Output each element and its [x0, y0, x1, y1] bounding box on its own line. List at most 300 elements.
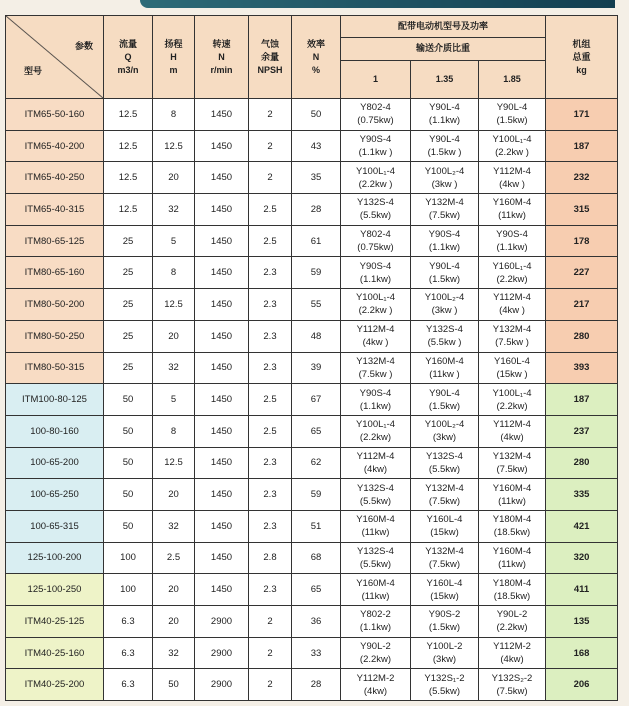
motor-cell — [411, 574, 479, 606]
efficiency-cell: 33 — [292, 637, 341, 669]
weight-cell: 280 — [546, 447, 618, 479]
motor-cell — [341, 257, 411, 289]
motor-model: Y132M-4 — [425, 482, 464, 494]
motor-power: (4kw) — [363, 463, 388, 475]
model-cell: ITM80-50-315 — [6, 352, 104, 384]
weight-cell: 232 — [546, 162, 618, 194]
efficiency-cell: 65 — [292, 574, 341, 606]
motor-model: Y132S-4 — [357, 545, 394, 557]
motor-cell — [341, 637, 411, 669]
flow-cell: 50 — [104, 510, 153, 542]
model-cell: 100-65-200 — [6, 447, 104, 479]
npsh-cell: 2.5 — [249, 415, 292, 447]
model-cell: ITM80-65-160 — [6, 257, 104, 289]
motor-power: (1.1kw) — [359, 622, 392, 634]
motor-model: Y160M-4 — [356, 514, 395, 526]
motor-cell — [341, 542, 411, 574]
efficiency-cell: 36 — [292, 606, 341, 638]
motor-model: Y132S-4 — [426, 450, 463, 462]
motor-power: (11kw) — [498, 495, 526, 507]
weight-cell: 421 — [546, 510, 618, 542]
motor-model: Y180M-4 — [492, 577, 532, 589]
motor-model: Y132S-4 — [426, 324, 463, 336]
table-row — [6, 194, 618, 226]
motor-power: (7.5kw ) — [358, 368, 393, 380]
motor-cell — [479, 352, 546, 384]
table-row — [6, 542, 618, 574]
pump-spec-table — [5, 15, 618, 701]
model-cell: ITM65-50-160 — [6, 99, 104, 131]
weight-cell: 187 — [546, 130, 618, 162]
motor-cell — [411, 606, 479, 638]
motor-cell — [341, 669, 411, 701]
motor-power: (3kw) — [432, 432, 457, 444]
motor-power: (7.5kw) — [496, 685, 528, 697]
flow-cell: 6.3 — [104, 669, 153, 701]
npsh-cell: 2.5 — [249, 194, 292, 226]
efficiency-cell: 55 — [292, 289, 341, 321]
motor-model: Y90S-4 — [359, 387, 392, 399]
head-cell: 32 — [153, 352, 195, 384]
model-cell: ITM65-40-200 — [6, 130, 104, 162]
motor-power: (11kw ) — [429, 368, 460, 380]
motor-model: Y112M-4 — [356, 450, 395, 462]
weight-cell: 206 — [546, 669, 618, 701]
motor-model: Y160M-4 — [492, 545, 532, 557]
motor-model: Y90S-2 — [428, 609, 461, 621]
head-cell: 8 — [153, 99, 195, 131]
table-row — [6, 606, 618, 638]
motor-model: Y112M-2 — [493, 641, 531, 653]
motor-cell — [411, 447, 479, 479]
npsh-cell: 2.3 — [249, 479, 292, 511]
motor-model: Y160L-4 — [426, 514, 463, 526]
motor-power: (11kw) — [498, 558, 526, 570]
motor-model: Y90S-4 — [359, 260, 392, 272]
table-row — [6, 225, 618, 257]
model-cell: ITM80-50-200 — [6, 289, 104, 321]
motor-cell — [411, 352, 479, 384]
motor-cell — [341, 130, 411, 162]
motor-cell — [479, 574, 546, 606]
speed-cell: 1450 — [195, 130, 249, 162]
motor-cell — [411, 542, 479, 574]
motor-power: (2.2kw ) — [358, 305, 393, 317]
motor-power: (1.5kw ) — [427, 147, 462, 159]
efficiency-cell: 68 — [292, 542, 341, 574]
npsh-cell: 2 — [249, 99, 292, 131]
npsh-cell: 2.3 — [249, 510, 292, 542]
motor-model: Y90S-4 — [359, 134, 392, 146]
model-cell: 125-100-200 — [6, 542, 104, 574]
motor-cell — [411, 130, 479, 162]
head-header: 扬程 H m — [153, 16, 195, 99]
weight-cell: 411 — [546, 574, 618, 606]
motor-cell — [341, 99, 411, 131]
efficiency-cell: 28 — [292, 194, 341, 226]
speed-cell: 1450 — [195, 479, 249, 511]
head-cell: 20 — [153, 606, 195, 638]
motor-model: Y132M-4 — [356, 355, 395, 367]
motor-cell — [341, 447, 411, 479]
motor-model: Y132S-4 — [357, 197, 394, 209]
motor-model: Y160L₁-4 — [492, 260, 532, 272]
motor-power: (1.1kw) — [428, 242, 461, 254]
efficiency-header: 效率 N % — [292, 16, 341, 99]
table-row — [6, 574, 618, 606]
table-row — [6, 99, 618, 131]
efficiency-cell: 51 — [292, 510, 341, 542]
head-cell: 20 — [153, 574, 195, 606]
motor-power: (2.2kw ) — [358, 178, 393, 190]
head-cell: 50 — [153, 669, 195, 701]
motor-cell — [411, 479, 479, 511]
motor-model: Y160L-4 — [426, 577, 463, 589]
motor-model: Y90L-4 — [429, 102, 460, 114]
motor-cell — [341, 320, 411, 352]
motor-model: Y802-2 — [360, 609, 391, 621]
efficiency-cell: 67 — [292, 384, 341, 416]
model-cell: ITM80-50-250 — [6, 320, 104, 352]
motor-cell — [341, 574, 411, 606]
efficiency-cell: 62 — [292, 447, 341, 479]
head-cell: 5 — [153, 225, 195, 257]
speed-cell: 2900 — [195, 669, 249, 701]
efficiency-cell: 39 — [292, 352, 341, 384]
model-cell: ITM65-40-315 — [6, 194, 104, 226]
motor-power: (5.5kw) — [359, 210, 392, 222]
top-decorative-band — [140, 0, 615, 8]
motor-power: (1.1kw) — [428, 115, 461, 127]
motor-power: (4kw) — [363, 685, 388, 697]
motor-model: Y132S₁-2 — [424, 672, 465, 684]
motor-power: (4kw ) — [362, 337, 389, 349]
efficiency-cell: 35 — [292, 162, 341, 194]
motor-power: (4kw) — [500, 432, 524, 444]
table-row — [6, 669, 618, 701]
motor-power: (1.1kw) — [496, 242, 528, 254]
npsh-cell: 2 — [249, 606, 292, 638]
model-cell: 100-65-315 — [6, 510, 104, 542]
table-row — [6, 320, 618, 352]
density-header: 输送介质比重 — [341, 38, 546, 60]
motor-model: Y90L-4 — [429, 260, 460, 272]
motor-power: (5.5kw ) — [427, 337, 462, 349]
motor-cell — [411, 384, 479, 416]
npsh-cell: 2.8 — [249, 542, 292, 574]
motor-model: Y100L₁-4 — [355, 165, 396, 177]
efficiency-cell: 59 — [292, 257, 341, 289]
motor-model: Y132M-4 — [425, 545, 464, 557]
motor-model: Y112M-4 — [493, 165, 531, 177]
motor-model: Y180M-4 — [492, 514, 532, 526]
motor-cell — [479, 99, 546, 131]
weight-cell: 178 — [546, 225, 618, 257]
model-cell: 100-80-160 — [6, 415, 104, 447]
speed-cell: 1450 — [195, 574, 249, 606]
table-row — [6, 257, 618, 289]
npsh-cell: 2.3 — [249, 447, 292, 479]
weight-cell: 171 — [546, 99, 618, 131]
motor-power: (18.5kw) — [493, 590, 531, 602]
motor-power: (2.2kw) — [359, 432, 392, 444]
flow-cell: 25 — [104, 225, 153, 257]
motor-model: Y112M-2 — [356, 672, 395, 684]
speed-cell: 1450 — [195, 510, 249, 542]
speed-cell: 1450 — [195, 162, 249, 194]
table-row — [6, 352, 618, 384]
params-label: 参数 — [74, 41, 93, 51]
flow-cell: 25 — [104, 320, 153, 352]
weight-cell: 280 — [546, 320, 618, 352]
head-cell: 20 — [153, 320, 195, 352]
head-cell: 20 — [153, 162, 195, 194]
motor-model: Y100L₁-4 — [355, 419, 396, 431]
flow-cell: 25 — [104, 289, 153, 321]
motor-cell — [479, 320, 546, 352]
flow-cell: 12.5 — [104, 99, 153, 131]
table-row — [6, 510, 618, 542]
model-cell: 125-100-250 — [6, 574, 104, 606]
density-1.35-header: 1.35 — [411, 60, 479, 98]
flow-cell: 50 — [104, 415, 153, 447]
motor-cell — [341, 606, 411, 638]
motor-power: (1.1kw) — [359, 400, 392, 412]
density-1.85-header: 1.85 — [479, 60, 546, 98]
motor-cell — [479, 289, 546, 321]
motor-cell — [479, 637, 546, 669]
speed-cell: 1450 — [195, 542, 249, 574]
motor-model: Y132S-4 — [357, 482, 394, 494]
weight-header: 机组 总重 kg — [546, 16, 618, 99]
motor-cell — [411, 289, 479, 321]
head-cell: 8 — [153, 415, 195, 447]
motor-model: Y132M-4 — [492, 450, 532, 462]
motor-power: (3kw ) — [431, 178, 458, 190]
motor-power: (4kw) — [500, 654, 524, 666]
npsh-cell: 2.3 — [249, 320, 292, 352]
speed-header: 转速 N r/min — [195, 16, 249, 99]
motor-cell — [341, 352, 411, 384]
model-label: 型号 — [24, 66, 43, 76]
table-row — [6, 162, 618, 194]
motor-power: (4kw ) — [499, 178, 525, 190]
motor-power: (15kw ) — [496, 368, 528, 380]
flow-cell: 50 — [104, 384, 153, 416]
motor-power: (1.5kw) — [496, 115, 528, 127]
motor-power: (7.5kw ) — [495, 337, 529, 349]
motor-model: Y100L₂-4 — [424, 419, 465, 431]
npsh-cell: 2 — [249, 130, 292, 162]
motor-power: (3kw ) — [431, 305, 458, 317]
model-cell: ITM40-25-160 — [6, 637, 104, 669]
weight-cell: 315 — [546, 194, 618, 226]
flow-cell: 100 — [104, 574, 153, 606]
speed-cell: 1450 — [195, 384, 249, 416]
weight-cell: 187 — [546, 384, 618, 416]
weight-cell: 168 — [546, 637, 618, 669]
motor-power: (2.2kw) — [496, 273, 528, 285]
weight-cell: 135 — [546, 606, 618, 638]
motor-model: Y90S-4 — [428, 229, 461, 241]
head-cell: 12.5 — [153, 289, 195, 321]
motor-power: (2.2kw ) — [495, 147, 529, 159]
motor-power: (18.5kw) — [493, 527, 531, 539]
speed-cell: 1450 — [195, 447, 249, 479]
motor-power: (7.5kw) — [496, 463, 528, 475]
weight-cell: 320 — [546, 542, 618, 574]
motor-power: (7.5kw) — [428, 210, 461, 222]
speed-cell: 1450 — [195, 225, 249, 257]
motor-cell — [479, 447, 546, 479]
motor-model: Y90L-4 — [429, 387, 460, 399]
npsh-cell: 2.5 — [249, 225, 292, 257]
speed-cell: 1450 — [195, 99, 249, 131]
motor-power: (1.5kw) — [428, 273, 461, 285]
motor-model: Y100L₁-4 — [492, 134, 532, 146]
head-cell: 32 — [153, 637, 195, 669]
table-row — [6, 130, 618, 162]
motor-model: Y90S-4 — [496, 229, 528, 241]
efficiency-cell: 48 — [292, 320, 341, 352]
head-cell: 12.5 — [153, 130, 195, 162]
npsh-cell: 2 — [249, 162, 292, 194]
npsh-cell: 2 — [249, 637, 292, 669]
flow-cell: 12.5 — [104, 130, 153, 162]
npsh-cell: 2.3 — [249, 257, 292, 289]
motor-model: Y90L-4 — [429, 134, 460, 146]
motor-cell — [479, 415, 546, 447]
motor-power: (7.5kw) — [428, 558, 461, 570]
density-1-header: 1 — [341, 60, 411, 98]
head-cell: 32 — [153, 194, 195, 226]
motor-cell — [479, 542, 546, 574]
motor-power: (11kw) — [498, 210, 526, 222]
motor-power: (7.5kw) — [428, 495, 461, 507]
speed-cell: 1450 — [195, 257, 249, 289]
weight-cell: 393 — [546, 352, 618, 384]
head-cell: 8 — [153, 257, 195, 289]
flow-cell: 50 — [104, 479, 153, 511]
motor-power: (2.2kw) — [359, 654, 392, 666]
head-cell: 2.5 — [153, 542, 195, 574]
motor-model: Y112M-4 — [493, 292, 531, 304]
motor-power: (5.5kw) — [359, 495, 392, 507]
efficiency-cell: 59 — [292, 479, 341, 511]
motor-power: (5.5kw) — [428, 463, 461, 475]
motor-cell — [341, 479, 411, 511]
flow-cell: 6.3 — [104, 606, 153, 638]
motor-cell — [479, 384, 546, 416]
efficiency-cell: 28 — [292, 669, 341, 701]
motor-model: Y132M-4 — [425, 197, 464, 209]
motor-power: (0.75kw) — [357, 242, 394, 254]
speed-cell: 2900 — [195, 637, 249, 669]
motor-power: (1.1kw) — [359, 273, 392, 285]
flow-cell: 25 — [104, 352, 153, 384]
flow-cell: 6.3 — [104, 637, 153, 669]
model-cell: ITM100-80-125 — [6, 384, 104, 416]
head-cell: 32 — [153, 510, 195, 542]
motor-cell — [411, 99, 479, 131]
motor-cell — [411, 320, 479, 352]
head-cell: 5 — [153, 384, 195, 416]
motor-power: (4kw ) — [499, 305, 525, 317]
motor-cell — [411, 257, 479, 289]
speed-cell: 1450 — [195, 352, 249, 384]
motor-power: (2.2kw) — [496, 400, 528, 412]
model-cell: 100-65-250 — [6, 479, 104, 511]
motor-cell — [341, 194, 411, 226]
motor-power: (3kw) — [432, 654, 457, 666]
weight-cell: 335 — [546, 479, 618, 511]
motor-cell — [479, 225, 546, 257]
flow-cell: 100 — [104, 542, 153, 574]
motor-cell — [341, 510, 411, 542]
motor-power: (5.5kw) — [428, 685, 461, 697]
motor-cell — [341, 225, 411, 257]
motor-model: Y90L-2 — [360, 641, 391, 653]
flow-header: 流量 Q m3/n — [104, 16, 153, 99]
motor-power: (1.1kw ) — [358, 147, 393, 159]
motor-cell — [341, 289, 411, 321]
motor-cell — [341, 384, 411, 416]
motor-model: Y802-4 — [360, 229, 391, 241]
head-cell: 20 — [153, 479, 195, 511]
flow-cell: 12.5 — [104, 194, 153, 226]
motor-power: (0.75kw) — [357, 115, 394, 127]
weight-cell: 227 — [546, 257, 618, 289]
table-row — [6, 415, 618, 447]
motor-model: Y100L₁-4 — [492, 387, 532, 399]
motor-power: (15kw) — [430, 590, 459, 602]
npsh-cell: 2.3 — [249, 289, 292, 321]
table-row — [6, 447, 618, 479]
motor-power: (11kw) — [361, 590, 390, 602]
corner-header — [6, 16, 104, 99]
motor-power: (5.5kw) — [359, 558, 392, 570]
table-row — [6, 479, 618, 511]
speed-cell: 1450 — [195, 415, 249, 447]
motor-model: Y112M-4 — [356, 324, 395, 336]
motor-model: Y100L₂-4 — [424, 165, 465, 177]
table-row — [6, 289, 618, 321]
speed-cell: 2900 — [195, 606, 249, 638]
motor-cell — [479, 479, 546, 511]
model-cell: ITM40-25-200 — [6, 669, 104, 701]
speed-cell: 1450 — [195, 194, 249, 226]
motor-model: Y160M-4 — [492, 482, 532, 494]
efficiency-cell: 65 — [292, 415, 341, 447]
npsh-cell: 2.5 — [249, 384, 292, 416]
motor-power: (1.5kw) — [428, 622, 461, 634]
motor-model: Y90L-4 — [496, 102, 528, 114]
motor-cell — [411, 669, 479, 701]
motor-model: Y160M-4 — [425, 355, 464, 367]
motor-model: Y160M-4 — [492, 197, 532, 209]
motor-model: Y132S₂-2 — [491, 672, 533, 684]
motor-cell — [411, 510, 479, 542]
npsh-cell: 2 — [249, 669, 292, 701]
weight-cell: 237 — [546, 415, 618, 447]
efficiency-cell: 61 — [292, 225, 341, 257]
model-cell: ITM40-25-125 — [6, 606, 104, 638]
motor-cell — [411, 637, 479, 669]
motor-model: Y112M-4 — [493, 419, 531, 431]
flow-cell: 50 — [104, 447, 153, 479]
npsh-cell: 2.3 — [249, 574, 292, 606]
motor-cell — [479, 606, 546, 638]
